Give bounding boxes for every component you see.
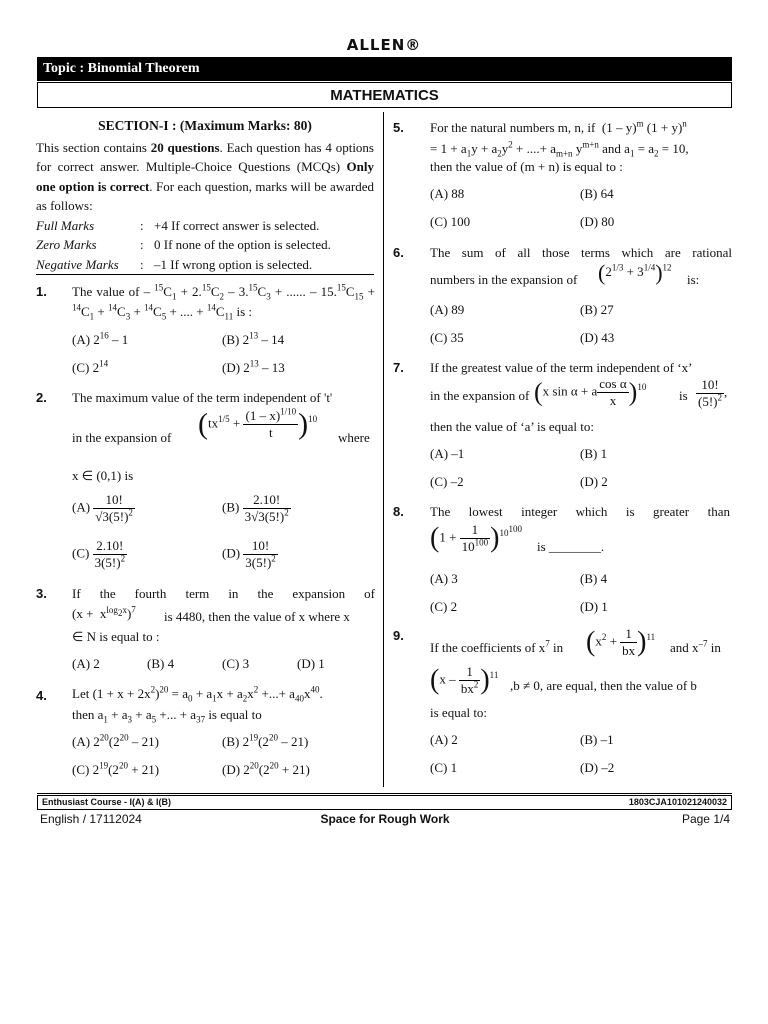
question-7-text: in the expansion of (430, 388, 530, 403)
question-8-text: is ________. (537, 539, 605, 554)
q4-option-a[interactable]: (A) $2^{20}(2^{20} - 21)$ (72, 732, 159, 749)
q2-expression: ($tx^{1/5}$ + $\frac{(1 - x)^{1/10}}{t}$ )$^{10}$ (198, 406, 318, 441)
question-9-text: ,b ≠ 0, are equal, then the value of b (510, 678, 697, 693)
q6-option-c[interactable]: (C) 35 (430, 330, 464, 345)
section-title: SECTION-I : (Maximum Marks: 80) (98, 118, 312, 133)
question-6-text: numbers in the expansion of (430, 272, 578, 287)
paper-code: 1803CJA101021240032 (628, 797, 727, 807)
question-number: 6. (393, 245, 404, 260)
q2-option-b[interactable]: (B) $\frac{2.10!}{3√3(5!)^2}$ (222, 492, 289, 524)
q2-option-c[interactable]: (C) $\frac{2.10!}{3(5!)^2}$ (72, 538, 126, 570)
question-2-text: The maximum value of the term independent of 't' (72, 390, 333, 405)
question-9-text: is equal to: (430, 705, 488, 720)
q1-option-d[interactable]: (D) $2^{13} - 13$ (222, 358, 285, 375)
rough-work-label: Space for Rough Work (320, 812, 450, 826)
question-3-text: is 4480, then the value of x where x (164, 609, 350, 624)
marks-row: Negative Marks : –1 If wrong option is selected. (36, 256, 313, 272)
question-3-text: If the fourth term in the expansion of (72, 586, 375, 601)
footer-bar (37, 795, 732, 810)
q8-option-d[interactable]: (D) 1 (580, 599, 608, 614)
q4-option-c[interactable]: (C) $2^{19}(2^{20} + 21)$ (72, 760, 160, 777)
question-number: 3. (36, 586, 47, 601)
question-6-text: is: (687, 272, 700, 287)
page-number: Page 1/4 (681, 812, 730, 826)
question-7-text: If the greatest value of the term independent of ‘x’ (430, 360, 693, 375)
q5-option-b[interactable]: (B) 64 (580, 186, 614, 201)
q1-option-b[interactable]: (B) $2^{13} - 14$ (222, 330, 285, 347)
q6-option-a[interactable]: (A) 89 (430, 302, 465, 317)
question-number: 2. (36, 390, 47, 405)
q9-option-a[interactable]: (A) 2 (430, 732, 458, 747)
q6-option-d[interactable]: (D) 43 (580, 330, 615, 345)
language-date: English / 17112024 (40, 812, 142, 826)
question-5-text: then the value of (m + n) is equal to : (430, 159, 623, 174)
q7-expression: (x sin α + a $\frac{\text{cos α}}{x}$ )$^{10}$ (534, 376, 647, 408)
question-7-text: is (679, 388, 688, 403)
topic-bar: Topic : Binomial Theorem (37, 57, 732, 81)
question-9-text: If the coefficients of $x^7$ in (430, 638, 564, 655)
section-intro: This section contains 20 questions. Each question has 4 options for correct answer. Multiple-Choice Questions (MCQs) Only one option is correct. For each question, marks will be awarded as follows: (36, 139, 374, 213)
q3-option-d[interactable]: (D) 1 (297, 656, 325, 671)
question-1-text: The value of – $^{15}C_1 + 2.15C_2 - 3.15C_3$ + ...... – $15.15C_{15} + ^{14}C_1 + ^{14}C_3 + ^{14}C_5$ + .... + $^{14}C_{11}$ is : (72, 282, 375, 322)
q7-option-c[interactable]: (C) –2 (430, 474, 464, 489)
q8-option-a[interactable]: (A) 3 (430, 571, 458, 586)
q3-option-b[interactable]: (B) 4 (147, 656, 175, 671)
q9-option-b[interactable]: (B) –1 (580, 732, 614, 747)
brand-logo: ALLEN® (346, 36, 422, 54)
q9-option-c[interactable]: (C) 1 (430, 760, 458, 775)
q8-expression: (1 + $\frac{1}{10^{100}}$ )$^{10^{100}}$ (430, 522, 522, 554)
question-4-text: Let $(1 + x + 2x^2)^{20} = a_0 + a_1x + a_2x^2$ +...+ $a_{40}x^{40}$. (72, 684, 323, 704)
question-2-text: where (338, 430, 370, 445)
q5-option-c[interactable]: (C) 100 (430, 214, 471, 229)
question-5-text: For the natural numbers m, n, if (1 – y)$^m$ $(1 + y)^n$ (430, 118, 687, 135)
q6-option-b[interactable]: (B) 27 (580, 302, 614, 317)
q8-option-c[interactable]: (C) 2 (430, 599, 458, 614)
q5-option-a[interactable]: (A) 88 (430, 186, 465, 201)
question-number: 7. (393, 360, 404, 375)
question-number: 1. (36, 284, 47, 299)
question-2-text: in the expansion of (72, 430, 172, 445)
q4-option-d[interactable]: (D) $2^{20}(2^{20} + 21)$ (222, 760, 310, 777)
question-number: 9. (393, 628, 404, 643)
q7-option-a[interactable]: (A) –1 (430, 446, 465, 461)
q9-option-d[interactable]: (D) –2 (580, 760, 615, 775)
footer-rule (37, 793, 732, 794)
marks-row: Zero Marks : 0 If none of the option is selected. (36, 237, 331, 252)
question-6-text: The sum of all those terms which are rational (430, 245, 732, 260)
q7-option-b[interactable]: (B) 1 (580, 446, 608, 461)
question-8-text: The lowest integer which is greater than (430, 504, 730, 519)
q3-option-a[interactable]: (A) 2 (72, 656, 100, 671)
marks-row: Full Marks : +4 If correct answer is selected. (36, 217, 320, 233)
course-name: Enthusiast Course - I(A) & I(B) (42, 797, 172, 807)
q7-option-d[interactable]: (D) 2 (580, 474, 608, 489)
left-column (36, 116, 374, 274)
question-5-text: = $1 + a_1y + a_2y^2$ + ....+ $a_{m+n}$ $y^{m+n}$ and $a_1 = a_2 = 10$, (430, 139, 689, 159)
question-9-text: and $x^{-7}$ in (670, 638, 721, 655)
q9-expression-1: ($x^2$ + $\frac{1}{bx}$ )$^{11}$ (586, 626, 656, 658)
question-number: 5. (393, 120, 404, 135)
q4-option-b[interactable]: (B) $2^{19}(2^{20} - 21)$ (222, 732, 309, 749)
q9-expression-2: (x – $\frac{1}{bx^2}$ )$^{11}$ (430, 664, 499, 696)
question-2-text: x ∈ (0,1) is (72, 468, 134, 483)
q7-value: $\frac{10!}{(5!)^2}$ , (698, 377, 728, 409)
q1-option-c[interactable]: (C) $2^{14}$ (72, 358, 109, 375)
q8-option-b[interactable]: (B) 4 (580, 571, 608, 586)
question-4-text: then $a_1 + a_3 + a_5$ +... + $a_{37}$ is equal to (72, 707, 262, 725)
question-7-text: then the value of ‘a’ is equal to: (430, 419, 595, 434)
question-number: 8. (393, 504, 404, 519)
subject-title: MATHEMATICS (37, 82, 732, 108)
q3-option-c[interactable]: (C) 3 (222, 656, 250, 671)
question-number: 4. (36, 688, 47, 703)
q2-option-a[interactable]: (A) $\frac{10!}{√3(5!)^2}$ (72, 492, 133, 524)
q1-option-a[interactable]: (A) $2^{16} - 1$ (72, 330, 129, 347)
q3-expression: $(x + x^{log_2x})^7$ (72, 604, 136, 621)
question-3-text: ∈ N is equal to : (72, 629, 160, 644)
q6-expression: $(2^{1/3} + 3^{1/4})^{12}$ (598, 260, 672, 286)
section-rule (36, 274, 374, 275)
q5-option-d[interactable]: (D) 80 (580, 214, 615, 229)
column-divider (383, 112, 384, 787)
q2-option-d[interactable]: (D) $\frac{10!}{3(5!)^2}$ (222, 538, 276, 570)
